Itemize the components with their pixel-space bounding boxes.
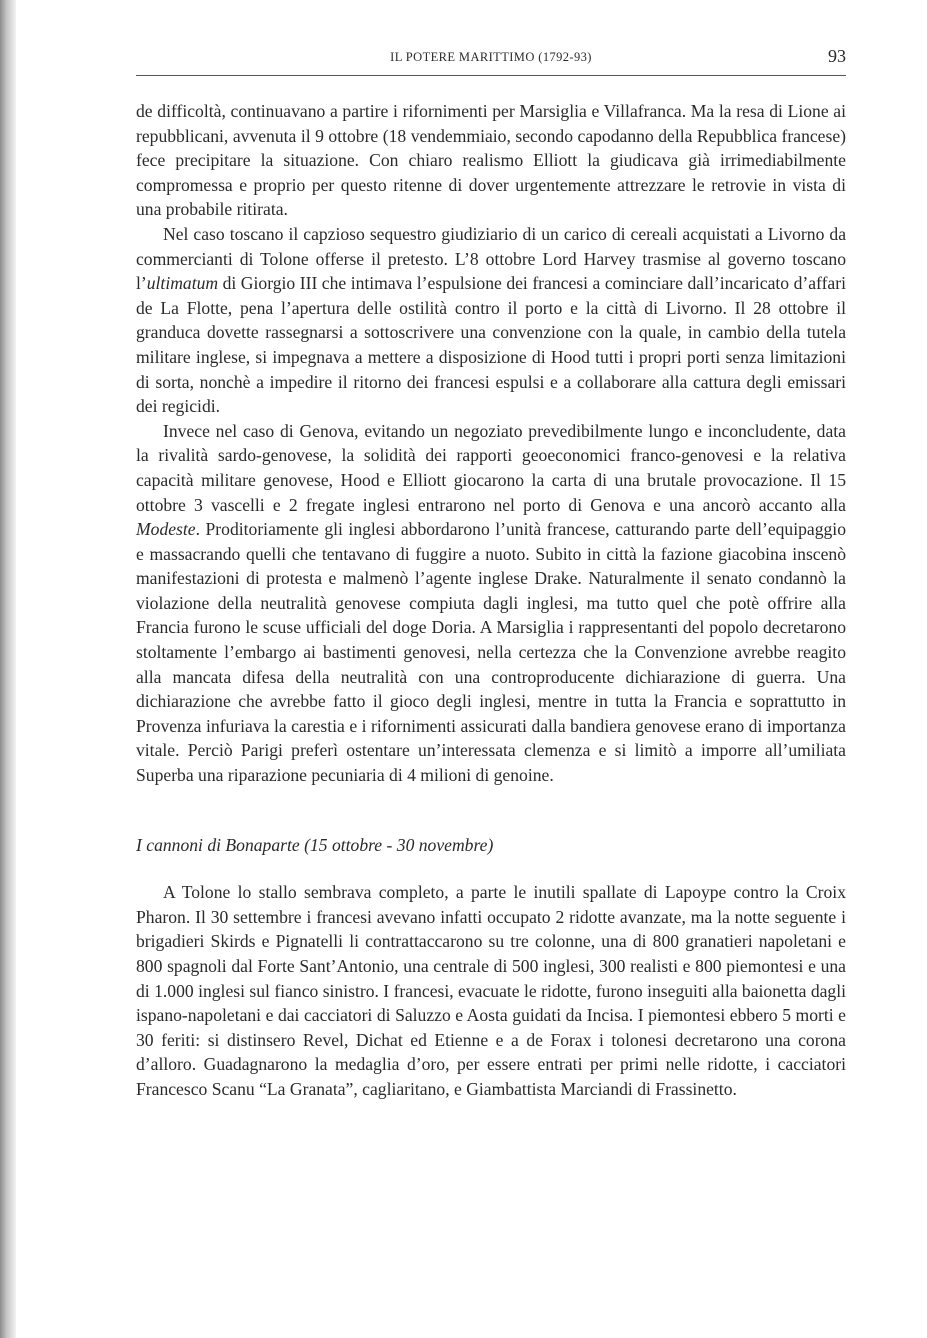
book-spine-shadow [0, 0, 16, 1338]
paragraph-2 [136, 222, 846, 419]
paragraph-3-text-b: . Proditoriamente gli inglesi abbordarono l’unità francese, catturando parte dell’equipaggio e massacrando quelli che tentavano di fuggire a nuoto. Subito in città la fazione giacobina inscenò manifestazioni di protesta e malmenò l’agente inglese Drake. Naturalmente il senato condannò la violazione della neutralità genovese compiuta dagli inglesi, ma tutto quel che potè offrire alla Francia furono le scuse ufficiali del doge Doria. A Marsiglia i rappresentanti del popolo decretarono stoltamente l’embargo ai bastimenti genovesi, nella certezza che la Convenzione avrebbe reagito alla mancata difesa della neutralità con una controproducente dichiarazione di guerra. Una dichiarazione che avrebbe fatto il gioco degli inglesi, mentre in tutta la Francia e soprattutto in Provenza infuriava la carestia e i rifornimenti assicurati dalla bandiera genovese erano di importanza vitale. Perciò Parigi preferì ostentare un’interessata clemenza e si limitò a imporre all’umiliata Superba una riparazione pecuniaria di 4 milioni di genoine. [136, 519, 846, 786]
paragraph-3-text-a: Invece nel caso di Genova, evitando un negoziato prevedibilmente lungo e inconcludente, data la rivalità sardo-genovese, la solidità dei rapporti geoeconomici franco-genovesi e la relativa capacità militare genovese, Hood e Elliott giocarono la carta di una brutale provocazione. Il 15 ottobre 3 vascelli e 2 fregate inglesi entrarono nel porto di Genova e una ancorò accanto alla [136, 420, 846, 515]
paragraph-2-text-a: Nel caso toscano il capzioso sequestro giudiziario di un carico di cereali acquistati a Livorno da commercianti di Tolone offerse il pretesto. L’8 ottobre Lord Harvey trasmise al governo toscano l’ [136, 223, 846, 294]
running-title: IL POTERE MARITTIMO (1792-93) [390, 50, 592, 64]
page-body [136, 99, 846, 1102]
section-title: I cannoni di Bonaparte (15 ottobre - 30 novembre) [136, 834, 494, 855]
paragraph-2-text-b: di Giorgio III che intimava l’espulsione dei francesi a cominciare dall’incaricato d’affari de La Flotte, pena l’apertura delle ostilità contro il porto e la città di Livorno. Il 28 ottobre il granduca dovette rassegnarsi a sottoscrivere una convenzione con la quale, in cambio della tutela militare inglese, si impegnava a mettere a disposizione di Hood tutti i propri porti senza limitazioni di sorta, nonchè a impedire il ritorno dei francesi espulsi e a collaborare alla cattura degli emissari dei regicidi. [136, 273, 846, 417]
header-divider [136, 75, 846, 76]
paragraph-2-italic: ultimatum [146, 273, 219, 294]
paragraph-3-italic: Modeste [136, 519, 196, 540]
paragraph-4: A Tolone lo stallo sembrava completo, a parte le inutili spallate di Lapoype contro la Croix Pharon. Il 30 settembre i francesi avevano infatti occupato 2 ridotte avanzate, ma la notte seguente i brigadieri Skirds e Pignatelli li contrattaccarono su tre colonne, una di 800 granatieri napoletani e 800 spagnoli dal Forte Sant’Antonio, una centrale di 500 inglesi, 300 realisti e 800 piemontesi e una di 1.000 inglesi sul fianco sinistro. I francesi, evacuate le ridotte, furono inseguiti alla baionetta dagli ispano-napoletani e dai cacciatori di Saluzzo e Aosta guidati da Incisa. I piemontesi ebbero 5 morti e 30 feriti: si distinsero Revel, Dichat ed Etienne e a de Forax i tolonesi decretarono una corona d’alloro. Guadagnarono la medaglia d’oro, per essere entrati per primi nelle ridotte, i cacciatori Francesco Scanu “La Granata”, cagliaritano, e Giambattista Marciandi di Frassinetto. [136, 882, 846, 1099]
paragraph-1: de difficoltà, continuavano a partire i rifornimenti per Marsiglia e Villafranca. Ma la resa di Lione ai repubblicani, avvenuta il 9 ottobre (18 vendemmiaio, secondo capodanno della Repubblica francese) fece precipitare la situazione. Con chiaro realismo Elliott la giudicava già irrimediabilmente compromessa e proprio per questo ritenne di dover urgentemente attrezzare le retrovie in vista di una probabile ritirata. [136, 101, 846, 220]
page-header [136, 44, 846, 74]
page-number: 93 [828, 46, 846, 66]
paragraph-3 [136, 419, 846, 788]
